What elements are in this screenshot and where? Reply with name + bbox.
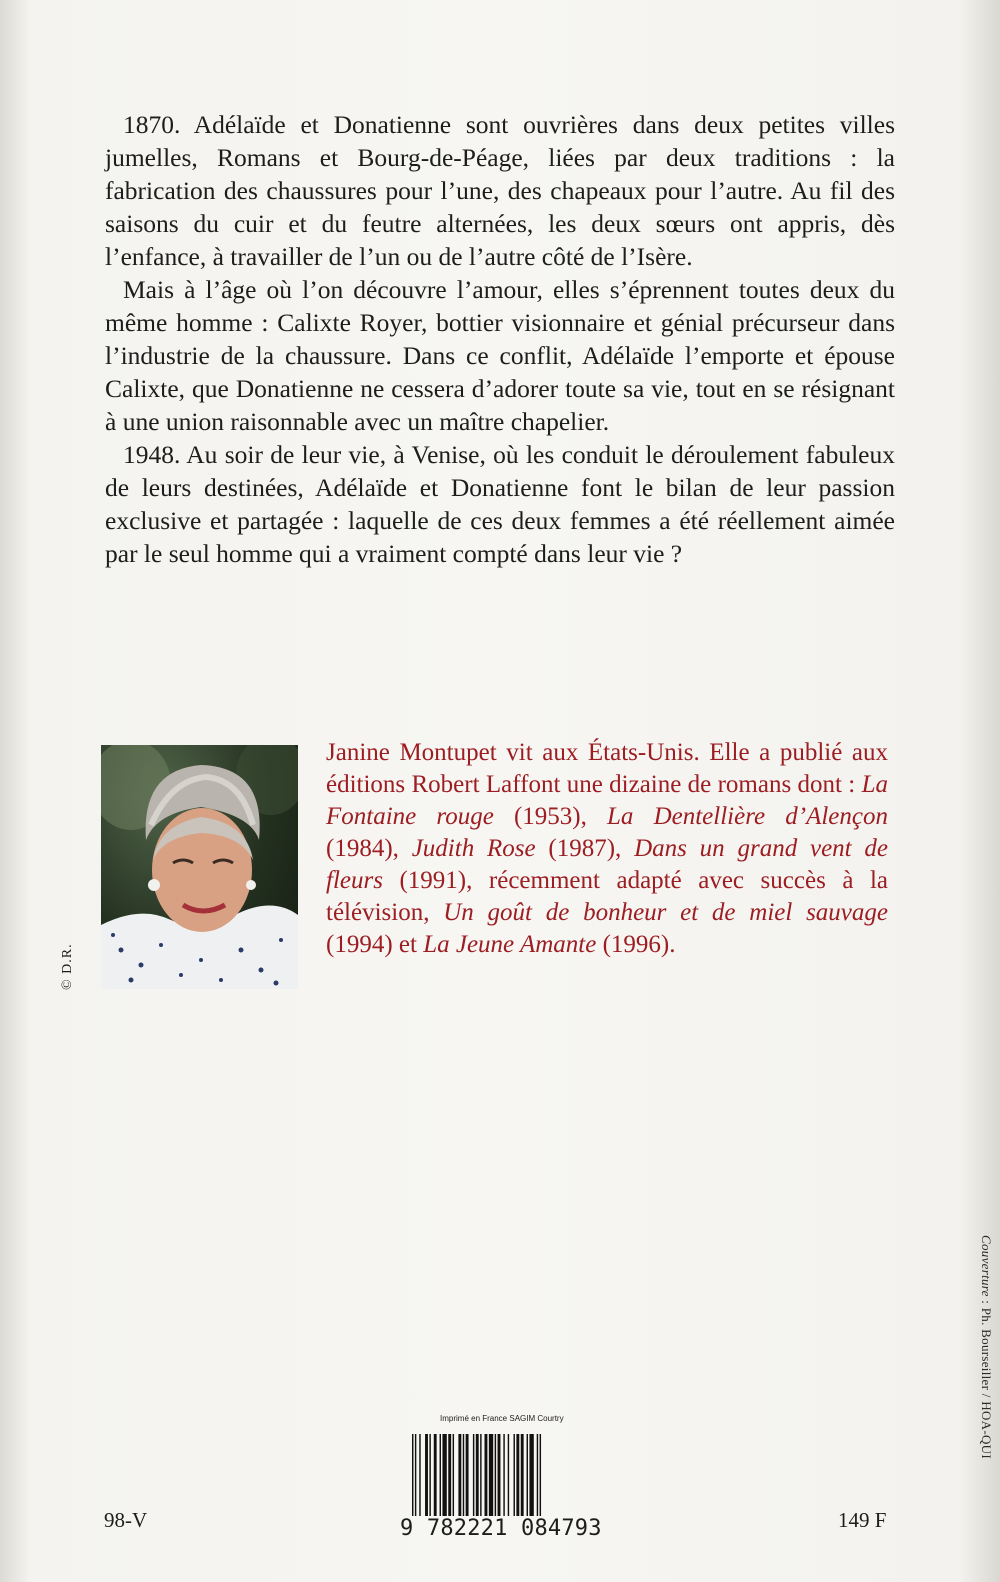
- synopsis: [105, 108, 895, 570]
- book-title: La Jeune Amante: [423, 931, 597, 958]
- cover-credit: [978, 1235, 994, 1459]
- synopsis-paragraph-love: Mais à l’âge où l’on découvre l’amour, elles s’éprennent toutes deux du même homme : Calixte Royer, bottier visionnaire et génial précurseur dans l’industrie de la chaussure. Dans ce conflit, Adélaïde l’emporte et épouse Calixte, que Donatienne ne cessera d’adorer toute sa vie, tout en se résignant à une union raisonnable avec un maître chapelier.: [105, 275, 895, 436]
- synopsis-paragraph-1870: 1870. Adélaïde et Donatienne sont ouvrières dans deux petites villes jumelles, Romans et Bourg-de-Péage, liées par deux traditions : la fabrication des chaussures pour l’une, des chapeaux pour l’autre. Au fil des saisons du cuir et du feutre alternées, les deux sœurs ont appris, dès l’enfance, à travailler de l’un ou de l’autre côté de l’Isère.: [105, 110, 895, 271]
- author-bio: [326, 737, 888, 961]
- bio-text: (1984),: [326, 835, 412, 862]
- bio-text: (1991), récemment adapté avec succès à la télévision,: [326, 867, 888, 926]
- bio-text: (1987),: [535, 835, 635, 862]
- book-title: La Fontaine rouge: [326, 771, 888, 830]
- bio-text: (1994) et: [326, 931, 424, 958]
- cover-credit-label: Couverture: [979, 1235, 994, 1297]
- bio-text: (1996).: [596, 931, 676, 958]
- bio-text: (1953),: [493, 803, 608, 830]
- price: 149 F: [838, 1508, 887, 1532]
- author-portrait-image: [101, 745, 298, 989]
- synopsis-paragraph-1948: 1948. Au soir de leur vie, à Venise, où les conduit le déroulement fabuleux de leurs destinées, Adélaïde et Donatienne font le bilan de leur passion exclusive et partagée : laquelle de ces deux femmes a été réellement aimée par le seul homme qui a vraiment compté dans leur vie ?: [105, 440, 895, 568]
- photo-credit: © D.R.: [60, 943, 75, 990]
- book-title: Dans un grand vent de fleurs: [326, 835, 889, 894]
- book-title: Un goût de bonheur et de miel sauvage: [443, 899, 888, 926]
- book-title: Judith Rose: [411, 835, 536, 862]
- barcode-icon: [412, 1434, 588, 1516]
- cover-credit-text: : Ph. Bourseiller / HOA-QUI: [979, 1296, 994, 1459]
- bio-text: Janine Montupet vit aux États-Unis. Elle a publié aux éditions Robert Laffont une dizaine de romans dont :: [326, 739, 888, 798]
- code-left: 98-V: [104, 1508, 148, 1532]
- barcode-block: [400, 1412, 600, 1547]
- author-photo: [101, 745, 298, 989]
- book-title: La Dentellière d’Alençon: [607, 803, 888, 830]
- isbn-number: 9 782221 084793: [400, 1516, 602, 1541]
- printer-line: Imprimé en France SAGIM Courtry: [440, 1414, 564, 1423]
